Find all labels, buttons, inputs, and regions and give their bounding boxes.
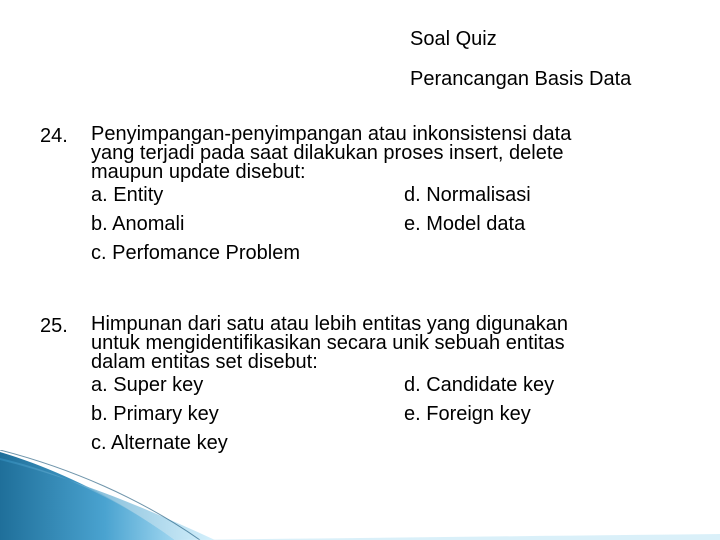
question-number: 25.: [40, 315, 68, 337]
option-b: b. Primary key: [91, 403, 219, 425]
question-number: 24.: [40, 125, 68, 147]
blue-swoosh-decoration-icon: [0, 450, 720, 540]
slide-subtitle: Perancangan Basis Data: [410, 68, 632, 90]
option-a: a. Entity: [91, 184, 164, 206]
option-d: d. Normalisasi: [404, 184, 531, 206]
question-stem: [91, 125, 700, 182]
stem-line: Penyimpangan-penyimpangan atau inkonsistensi data: [91, 123, 572, 145]
option-c: c. Perfomance Problem: [91, 242, 300, 264]
option-c: c. Alternate key: [91, 432, 228, 454]
question-25: [40, 315, 700, 462]
stem-line: Himpunan dari satu atau lebih entitas yang digunakan: [91, 313, 568, 335]
question-24: [40, 125, 700, 272]
stem-line: maupun update disebut:: [91, 161, 306, 183]
option-b: b. Anomali: [91, 213, 185, 235]
option-a: a. Super key: [91, 374, 204, 396]
option-e: e. Model data: [404, 213, 526, 235]
answer-options: [91, 372, 700, 462]
stem-line: yang terjadi pada saat dilakukan proses insert, delete: [91, 142, 564, 164]
stem-line: dalam entitas set disebut:: [91, 351, 318, 373]
answer-options: [91, 182, 700, 272]
question-stem: [91, 315, 700, 372]
option-d: d. Candidate key: [404, 374, 555, 396]
option-e: e. Foreign key: [404, 403, 531, 425]
stem-line: untuk mengidentifikasikan secara unik sebuah entitas: [91, 332, 565, 354]
slide-title: Soal Quiz: [410, 28, 497, 50]
